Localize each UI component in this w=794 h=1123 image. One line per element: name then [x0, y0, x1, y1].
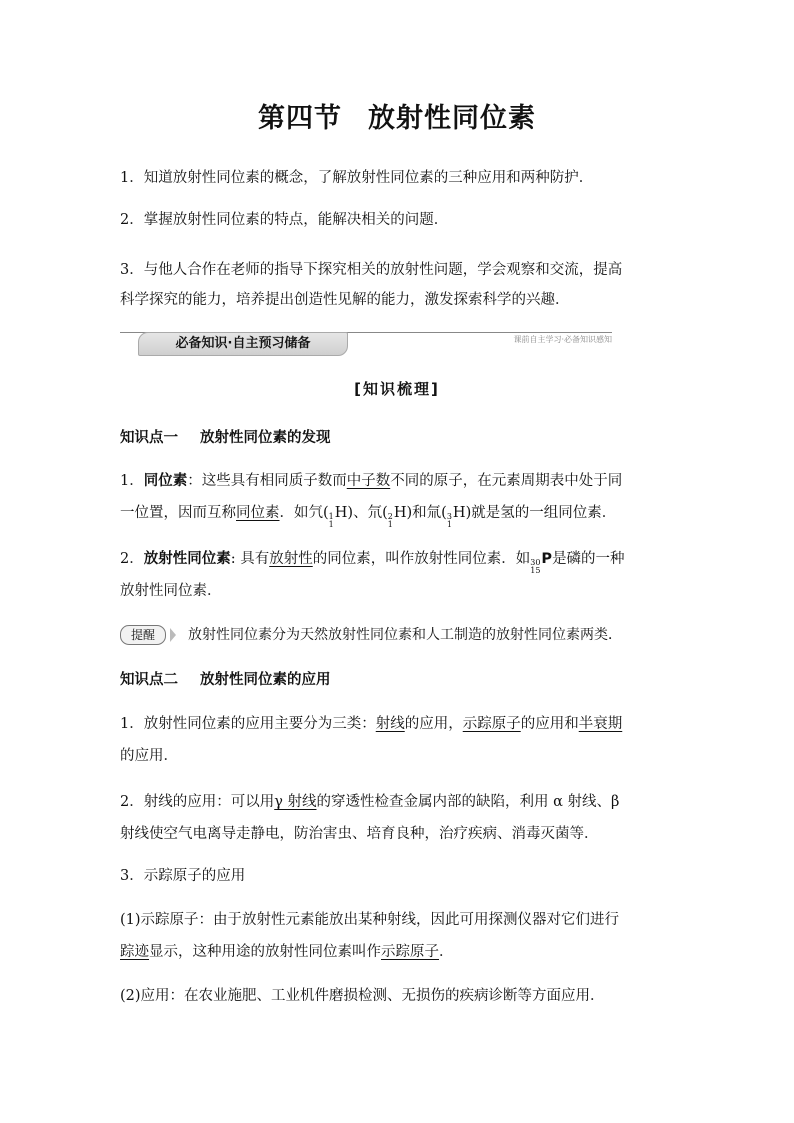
section-heading: [知识梳理]	[354, 380, 440, 398]
text: 的应用和	[520, 716, 579, 732]
answer-radioactivity: 放射性	[269, 551, 313, 567]
section-banner	[120, 324, 612, 358]
kp2-title: 放射性同位素的应用	[200, 672, 331, 688]
tip-arrow-icon	[170, 628, 176, 642]
objective-3-line2: 科学探究的能力，培养提出创造性见解的能力，激发探索科学的兴趣．	[120, 292, 570, 308]
tip-text: 放射性同位素分为天然放射性同位素和人工制造的放射性同位素两类．	[188, 627, 622, 643]
text: ．	[439, 944, 454, 960]
knowledge-point-2-heading	[120, 668, 331, 689]
banner-label: 必备知识·自主预习储备	[138, 332, 348, 356]
text: (1)示踪原子：由于放射性元素能放出某种射线，因此可用探测仪器对它们进行	[120, 912, 620, 928]
term-radioactive-isotope: 放射性同位素	[143, 551, 231, 567]
text: 的穿透性检查金属内部的缺陷，利用 α 射线、β	[316, 794, 620, 810]
text: ：这些具有相同质子数而	[187, 473, 347, 489]
text: 不同的原子，在元素周期表中处于同	[390, 473, 623, 489]
banner-subtitle: 课前自主学习·必备知识感知	[513, 335, 612, 344]
atomic-number: 15	[530, 566, 541, 575]
text: ．如氕(	[279, 505, 329, 521]
term-isotope: 同位素	[143, 473, 188, 489]
text: 2．射线的应用：可以用	[120, 794, 275, 810]
isotope-protium	[329, 506, 348, 529]
tip-note	[120, 622, 686, 648]
text: 的同位素，叫作放射性同位素．如	[312, 551, 531, 567]
answer-rays: 射线	[375, 716, 405, 732]
answer-trace: 踪迹	[120, 944, 149, 960]
text: 的应用．	[120, 748, 178, 764]
answer-tracer-atom: 示踪原子	[462, 716, 521, 732]
atomic-number: 1	[387, 520, 393, 529]
mass-number: 3	[446, 512, 452, 521]
text: 是磷的一种	[552, 551, 625, 567]
text: 1．放射性同位素的应用主要分为三类：	[120, 716, 376, 732]
kp2-paragraph-5: (2)应用：在农业施肥、工业机件磨损检测、无损伤的疾病诊断等方面应用．	[120, 988, 605, 1004]
page-title	[0, 96, 794, 135]
text: )、氘(	[347, 505, 388, 521]
atomic-number: 1	[446, 520, 452, 529]
element-symbol: H	[393, 505, 407, 521]
kp1-paragraph-1	[120, 465, 690, 529]
objective-1: 1．知道放射性同位素的概念，了解放射性同位素的三种应用和两种防护．	[120, 170, 594, 186]
kp2-paragraph-1	[120, 708, 690, 772]
objective-2: 2．掌握放射性同位素的特点，能解决相关的问题．	[120, 212, 449, 228]
isotope-deuterium	[388, 506, 407, 529]
element-symbol: H	[452, 505, 466, 521]
text: )和氚(	[406, 505, 447, 521]
answer-tracer-atom-2: 示踪原子	[381, 944, 439, 960]
kp1-number: 知识点一	[120, 430, 178, 446]
title-topic: 放射性同位素	[368, 103, 536, 134]
p-num: 2．	[120, 551, 144, 567]
mass-number: 1	[328, 512, 334, 521]
title-section-number: 第四节	[258, 103, 342, 134]
text: 一位置，因而互称	[120, 505, 236, 521]
answer-isotope: 同位素	[236, 505, 280, 521]
text: 放射性同位素．	[120, 583, 222, 599]
text: )就是氢的一组同位素．	[465, 505, 617, 521]
mass-number: 30	[530, 558, 541, 567]
atomic-number: 1	[328, 520, 334, 529]
tip-badge: 提醒	[120, 625, 166, 645]
isotope-tritium	[447, 506, 466, 529]
mass-number: 2	[387, 512, 393, 521]
p-num: 1．	[120, 473, 144, 489]
objective-3-line1: 3．与他人合作在老师的指导下探究相关的放射性问题，学会观察和交流，提高	[120, 262, 623, 278]
text: 的应用，	[404, 716, 463, 732]
kp2-paragraph-4	[120, 904, 690, 968]
element-symbol: P	[541, 551, 553, 567]
isotope-phosphorus-30	[530, 552, 552, 575]
kp2-paragraph-3: 3．示踪原子的应用	[120, 868, 246, 884]
answer-neutron-number: 中子数	[346, 473, 391, 489]
answer-half-life: 半衰期	[578, 716, 623, 732]
knowledge-point-1-heading	[120, 426, 331, 447]
answer-gamma-ray: γ 射线	[274, 794, 317, 810]
kp1-paragraph-2	[120, 543, 690, 607]
text: 射线使空气电离导走静电，防治害虫、培育良种，治疗疾病、消毒灭菌等．	[120, 826, 599, 842]
text: 显示，这种用途的放射性同位素叫作	[149, 944, 381, 960]
text: : 具有	[230, 551, 270, 567]
kp1-title: 放射性同位素的发现	[200, 430, 331, 446]
element-symbol: H	[334, 505, 348, 521]
kp2-paragraph-2	[120, 786, 690, 850]
kp2-number: 知识点二	[120, 672, 178, 688]
